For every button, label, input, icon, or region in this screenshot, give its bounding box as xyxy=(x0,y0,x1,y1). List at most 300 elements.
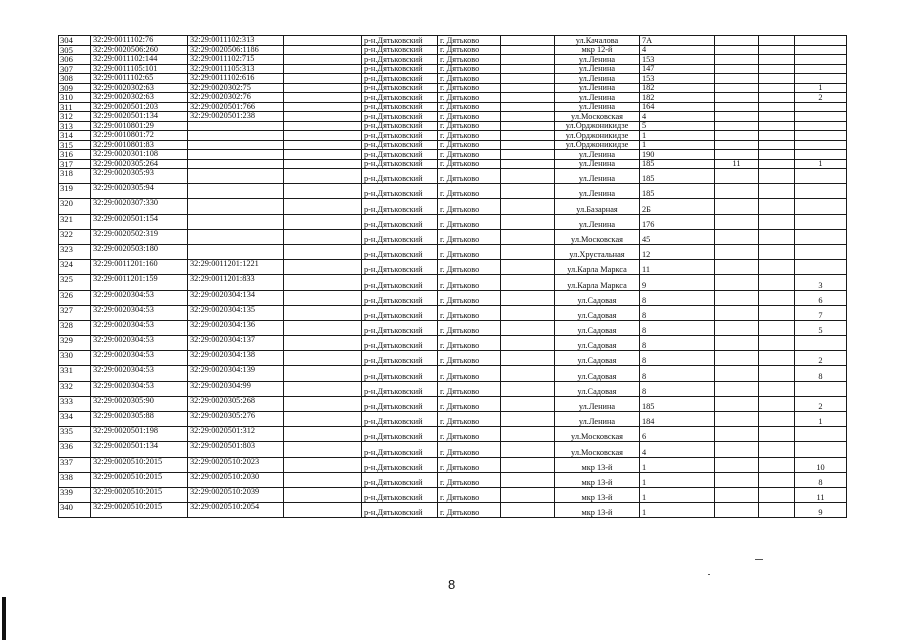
street-cell: ул.Ленина xyxy=(555,159,640,169)
house-number-cell: 153 xyxy=(640,74,715,84)
object-cadastral-number-cell: 32:29:0020302:76 xyxy=(188,93,284,103)
row-number-cell: 338 xyxy=(59,472,91,487)
object-cadastral-number-cell xyxy=(188,131,284,141)
object-cadastral-number-cell xyxy=(188,184,284,199)
building-cell xyxy=(715,442,759,457)
cadastral-number-cell: 32:29:0020304:53 xyxy=(91,351,188,366)
registry-body xyxy=(59,36,847,518)
apartment-cell: 5 xyxy=(795,320,847,335)
blank-column-cell xyxy=(284,199,362,214)
object-cadastral-number-cell xyxy=(188,121,284,131)
object-cadastral-number-cell: 32:29:0020510:2030 xyxy=(188,472,284,487)
blank-column-cell xyxy=(284,381,362,396)
blank-column-cell xyxy=(284,102,362,112)
street-cell: ул.Ленина xyxy=(555,412,640,427)
blank-column-cell xyxy=(284,487,362,502)
district-cell: р-н.Дятьковский xyxy=(362,381,438,396)
district-cell: р-н.Дятьковский xyxy=(362,396,438,411)
blank-column-cell xyxy=(284,140,362,150)
cadastral-number-cell: 32:29:0020302:63 xyxy=(91,83,188,93)
row-number-cell: 323 xyxy=(59,244,91,259)
block-cell xyxy=(759,427,795,442)
district-cell: р-н.Дятьковский xyxy=(362,55,438,65)
city-cell: г. Дятьково xyxy=(438,487,501,502)
district-cell: р-н.Дятьковский xyxy=(362,64,438,74)
building-cell xyxy=(715,64,759,74)
row-number-cell: 312 xyxy=(59,112,91,122)
building-cell xyxy=(715,275,759,290)
apartment-cell xyxy=(795,169,847,184)
district-cell: р-н.Дятьковский xyxy=(362,503,438,518)
settlement-cell xyxy=(501,102,555,112)
blank-column-cell xyxy=(284,74,362,84)
city-cell: г. Дятьково xyxy=(438,396,501,411)
table-row xyxy=(59,412,847,427)
apartment-cell xyxy=(795,336,847,351)
house-number-cell: 8 xyxy=(640,351,715,366)
object-cadastral-number-cell: 32:29:0020510:2023 xyxy=(188,457,284,472)
object-cadastral-number-cell: 32:29:0020506:1186 xyxy=(188,45,284,55)
street-cell: ул.Орджоникидзе xyxy=(555,131,640,141)
building-cell xyxy=(715,83,759,93)
blank-column-cell xyxy=(284,336,362,351)
blank-column-cell xyxy=(284,320,362,335)
block-cell xyxy=(759,396,795,411)
settlement-cell xyxy=(501,214,555,229)
object-cadastral-number-cell: 32:29:0020305:268 xyxy=(188,396,284,411)
blank-column-cell xyxy=(284,290,362,305)
cadastral-number-cell: 32:29:0020305:264 xyxy=(91,159,188,169)
city-cell: г. Дятьково xyxy=(438,121,501,131)
row-number-cell: 335 xyxy=(59,427,91,442)
district-cell: р-н.Дятьковский xyxy=(362,140,438,150)
row-number-cell: 332 xyxy=(59,381,91,396)
blank-column-cell xyxy=(284,457,362,472)
settlement-cell xyxy=(501,381,555,396)
apartment-cell xyxy=(795,244,847,259)
house-number-cell: 185 xyxy=(640,396,715,411)
cadastral-number-cell: 32:29:0011201:160 xyxy=(91,260,188,275)
building-cell xyxy=(715,457,759,472)
apartment-cell xyxy=(795,442,847,457)
street-cell: мкр 12-й xyxy=(555,45,640,55)
object-cadastral-number-cell: 32:29:0020304:139 xyxy=(188,366,284,381)
settlement-cell xyxy=(501,412,555,427)
building-cell xyxy=(715,290,759,305)
blank-column-cell xyxy=(284,229,362,244)
street-cell: ул.Ленина xyxy=(555,214,640,229)
district-cell: р-н.Дятьковский xyxy=(362,121,438,131)
row-number-cell: 339 xyxy=(59,487,91,502)
city-cell: г. Дятьково xyxy=(438,214,501,229)
city-cell: г. Дятьково xyxy=(438,336,501,351)
settlement-cell xyxy=(501,184,555,199)
object-cadastral-number-cell: 32:29:0020501:238 xyxy=(188,112,284,122)
cadastral-number-cell: 32:29:0020304:53 xyxy=(91,336,188,351)
apartment-cell: 9 xyxy=(795,503,847,518)
house-number-cell: 1 xyxy=(640,131,715,141)
row-number-cell: 315 xyxy=(59,140,91,150)
settlement-cell xyxy=(501,169,555,184)
street-cell: ул.Карла Маркса xyxy=(555,260,640,275)
block-cell xyxy=(759,150,795,160)
district-cell: р-н.Дятьковский xyxy=(362,244,438,259)
district-cell: р-н.Дятьковский xyxy=(362,169,438,184)
cadastral-number-cell: 32:29:0020304:53 xyxy=(91,305,188,320)
table-row xyxy=(59,381,847,396)
building-cell xyxy=(715,74,759,84)
block-cell xyxy=(759,131,795,141)
district-cell: р-н.Дятьковский xyxy=(362,336,438,351)
building-cell xyxy=(715,199,759,214)
street-cell: ул.Садовая xyxy=(555,351,640,366)
district-cell: р-н.Дятьковский xyxy=(362,457,438,472)
cadastral-number-cell: 32:29:0020307:330 xyxy=(91,199,188,214)
apartment-cell: 7 xyxy=(795,305,847,320)
house-number-cell: 8 xyxy=(640,336,715,351)
table-row xyxy=(59,140,847,150)
building-cell xyxy=(715,169,759,184)
object-cadastral-number-cell: 32:29:0011105:313 xyxy=(188,64,284,74)
table-row xyxy=(59,275,847,290)
district-cell: р-н.Дятьковский xyxy=(362,184,438,199)
blank-column-cell xyxy=(284,214,362,229)
object-cadastral-number-cell: 32:29:0020305:276 xyxy=(188,412,284,427)
table-row xyxy=(59,366,847,381)
block-cell xyxy=(759,159,795,169)
street-cell: мкр 13-й xyxy=(555,472,640,487)
city-cell: г. Дятьково xyxy=(438,169,501,184)
building-cell xyxy=(715,320,759,335)
table-row xyxy=(59,121,847,131)
object-cadastral-number-cell: 32:29:0020501:803 xyxy=(188,442,284,457)
cadastral-number-cell: 32:29:0020510:2015 xyxy=(91,472,188,487)
cadastral-number-cell: 32:29:0011201:159 xyxy=(91,275,188,290)
row-number-cell: 340 xyxy=(59,503,91,518)
blank-column-cell xyxy=(284,244,362,259)
street-cell: ул.Орджоникидзе xyxy=(555,121,640,131)
block-cell xyxy=(759,184,795,199)
apartment-cell: 8 xyxy=(795,366,847,381)
city-cell: г. Дятьково xyxy=(438,381,501,396)
building-cell xyxy=(715,150,759,160)
building-cell xyxy=(715,412,759,427)
city-cell: г. Дятьково xyxy=(438,150,501,160)
row-number-cell: 311 xyxy=(59,102,91,112)
apartment-cell xyxy=(795,45,847,55)
house-number-cell: 185 xyxy=(640,169,715,184)
table-row xyxy=(59,427,847,442)
street-cell: ул.Хрустальная xyxy=(555,244,640,259)
row-number-cell: 308 xyxy=(59,74,91,84)
house-number-cell: 8 xyxy=(640,381,715,396)
block-cell xyxy=(759,442,795,457)
street-cell: ул.Садовая xyxy=(555,336,640,351)
row-number-cell: 331 xyxy=(59,366,91,381)
object-cadastral-number-cell: 32:29:0020304:138 xyxy=(188,351,284,366)
object-cadastral-number-cell: 32:29:0020304:134 xyxy=(188,290,284,305)
city-cell: г. Дятьково xyxy=(438,131,501,141)
house-number-cell: 6 xyxy=(640,427,715,442)
building-cell xyxy=(715,140,759,150)
district-cell: р-н.Дятьковский xyxy=(362,131,438,141)
building-cell xyxy=(715,503,759,518)
district-cell: р-н.Дятьковский xyxy=(362,150,438,160)
apartment-cell xyxy=(795,199,847,214)
block-cell xyxy=(759,121,795,131)
district-cell: р-н.Дятьковский xyxy=(362,366,438,381)
house-number-cell: 7А xyxy=(640,36,715,46)
settlement-cell xyxy=(501,112,555,122)
cadastral-number-cell: 32:29:0020501:134 xyxy=(91,442,188,457)
row-number-cell: 325 xyxy=(59,275,91,290)
street-cell: ул.Садовая xyxy=(555,305,640,320)
building-cell xyxy=(715,229,759,244)
house-number-cell: 182 xyxy=(640,93,715,103)
house-number-cell: 184 xyxy=(640,412,715,427)
building-cell xyxy=(715,121,759,131)
cadastral-number-cell: 32:29:0020503:180 xyxy=(91,244,188,259)
row-number-cell: 306 xyxy=(59,55,91,65)
object-cadastral-number-cell xyxy=(188,214,284,229)
building-cell xyxy=(715,112,759,122)
street-cell: ул.Качалова xyxy=(555,36,640,46)
building-cell xyxy=(715,305,759,320)
blank-column-cell xyxy=(284,366,362,381)
block-cell xyxy=(759,366,795,381)
table-row xyxy=(59,184,847,199)
object-cadastral-number-cell: 32:29:0020501:766 xyxy=(188,102,284,112)
building-cell xyxy=(715,244,759,259)
block-cell xyxy=(759,229,795,244)
object-cadastral-number-cell: 32:29:0011201:833 xyxy=(188,275,284,290)
house-number-cell: 12 xyxy=(640,244,715,259)
scan-edge-mark xyxy=(2,597,6,640)
row-number-cell: 310 xyxy=(59,93,91,103)
apartment-cell xyxy=(795,150,847,160)
block-cell xyxy=(759,55,795,65)
block-cell xyxy=(759,45,795,55)
city-cell: г. Дятьково xyxy=(438,112,501,122)
row-number-cell: 317 xyxy=(59,159,91,169)
house-number-cell: 45 xyxy=(640,229,715,244)
blank-column-cell xyxy=(284,503,362,518)
city-cell: г. Дятьково xyxy=(438,83,501,93)
city-cell: г. Дятьково xyxy=(438,412,501,427)
block-cell xyxy=(759,244,795,259)
house-number-cell: 1 xyxy=(640,503,715,518)
city-cell: г. Дятьково xyxy=(438,229,501,244)
object-cadastral-number-cell: 32:29:0020501:312 xyxy=(188,427,284,442)
street-cell: ул.Ленина xyxy=(555,150,640,160)
building-cell xyxy=(715,427,759,442)
block-cell xyxy=(759,36,795,46)
apartment-cell: 10 xyxy=(795,457,847,472)
block-cell xyxy=(759,412,795,427)
apartment-cell xyxy=(795,74,847,84)
street-cell: ул.Ленина xyxy=(555,169,640,184)
house-number-cell: 4 xyxy=(640,442,715,457)
building-cell: 11 xyxy=(715,159,759,169)
block-cell xyxy=(759,457,795,472)
object-cadastral-number-cell xyxy=(188,159,284,169)
street-cell: мкр 13-й xyxy=(555,487,640,502)
block-cell xyxy=(759,381,795,396)
apartment-cell xyxy=(795,184,847,199)
settlement-cell xyxy=(501,275,555,290)
building-cell xyxy=(715,472,759,487)
object-cadastral-number-cell: 32:29:0020304:99 xyxy=(188,381,284,396)
settlement-cell xyxy=(501,140,555,150)
apartment-cell xyxy=(795,64,847,74)
object-cadastral-number-cell xyxy=(188,150,284,160)
blank-column-cell xyxy=(284,260,362,275)
block-cell xyxy=(759,64,795,74)
apartment-cell xyxy=(795,140,847,150)
city-cell: г. Дятьково xyxy=(438,351,501,366)
blank-column-cell xyxy=(284,305,362,320)
street-cell: ул.Ленина xyxy=(555,55,640,65)
block-cell xyxy=(759,275,795,290)
row-number-cell: 304 xyxy=(59,36,91,46)
street-cell: ул.Садовая xyxy=(555,290,640,305)
settlement-cell xyxy=(501,121,555,131)
city-cell: г. Дятьково xyxy=(438,199,501,214)
city-cell: г. Дятьково xyxy=(438,260,501,275)
row-number-cell: 334 xyxy=(59,412,91,427)
city-cell: г. Дятьково xyxy=(438,74,501,84)
table-row xyxy=(59,229,847,244)
blank-column-cell xyxy=(284,442,362,457)
building-cell xyxy=(715,336,759,351)
settlement-cell xyxy=(501,74,555,84)
street-cell: мкр 13-й xyxy=(555,503,640,518)
cadastral-number-cell: 32:29:0020501:198 xyxy=(91,427,188,442)
settlement-cell xyxy=(501,351,555,366)
settlement-cell xyxy=(501,45,555,55)
settlement-cell xyxy=(501,503,555,518)
house-number-cell: 185 xyxy=(640,159,715,169)
table-row xyxy=(59,112,847,122)
table-row xyxy=(59,351,847,366)
table-row xyxy=(59,305,847,320)
settlement-cell xyxy=(501,55,555,65)
apartment-cell: 1 xyxy=(795,412,847,427)
object-cadastral-number-cell: 32:29:0020304:136 xyxy=(188,320,284,335)
blank-column-cell xyxy=(284,131,362,141)
table-row xyxy=(59,442,847,457)
cadastral-number-cell: 32:29:0020510:2015 xyxy=(91,487,188,502)
table-row xyxy=(59,36,847,46)
table-row xyxy=(59,336,847,351)
district-cell: р-н.Дятьковский xyxy=(362,159,438,169)
street-cell: ул.Московская xyxy=(555,229,640,244)
blank-column-cell xyxy=(284,184,362,199)
street-cell: ул.Московская xyxy=(555,427,640,442)
street-cell: ул.Базарная xyxy=(555,199,640,214)
street-cell: ул.Ленина xyxy=(555,184,640,199)
table-row xyxy=(59,102,847,112)
scan-speck xyxy=(708,574,710,575)
row-number-cell: 326 xyxy=(59,290,91,305)
row-number-cell: 333 xyxy=(59,396,91,411)
district-cell: р-н.Дятьковский xyxy=(362,83,438,93)
table-row xyxy=(59,260,847,275)
settlement-cell xyxy=(501,320,555,335)
settlement-cell xyxy=(501,150,555,160)
street-cell: ул.Московская xyxy=(555,112,640,122)
table-row xyxy=(59,159,847,169)
building-cell xyxy=(715,487,759,502)
table-row xyxy=(59,487,847,502)
district-cell: р-н.Дятьковский xyxy=(362,442,438,457)
cadastral-number-cell: 32:29:0020502:319 xyxy=(91,229,188,244)
street-cell: ул.Садовая xyxy=(555,320,640,335)
row-number-cell: 318 xyxy=(59,169,91,184)
blank-column-cell xyxy=(284,351,362,366)
cadastral-number-cell: 32:29:0020510:2015 xyxy=(91,457,188,472)
table-row xyxy=(59,503,847,518)
blank-column-cell xyxy=(284,427,362,442)
block-cell xyxy=(759,290,795,305)
house-number-cell: 185 xyxy=(640,184,715,199)
district-cell: р-н.Дятьковский xyxy=(362,214,438,229)
row-number-cell: 328 xyxy=(59,320,91,335)
district-cell: р-н.Дятьковский xyxy=(362,74,438,84)
object-cadastral-number-cell: 32:29:0020510:2054 xyxy=(188,503,284,518)
building-cell xyxy=(715,396,759,411)
city-cell: г. Дятьково xyxy=(438,472,501,487)
apartment-cell xyxy=(795,229,847,244)
street-cell: ул.Ленина xyxy=(555,396,640,411)
cadastral-number-cell: 32:29:0010801:72 xyxy=(91,131,188,141)
table-row xyxy=(59,290,847,305)
city-cell: г. Дятьково xyxy=(438,159,501,169)
property-registry-table xyxy=(58,35,847,518)
row-number-cell: 330 xyxy=(59,351,91,366)
building-cell xyxy=(715,214,759,229)
district-cell: р-н.Дятьковский xyxy=(362,45,438,55)
district-cell: р-н.Дятьковский xyxy=(362,229,438,244)
table-row xyxy=(59,93,847,103)
cadastral-number-cell: 32:29:0020510:2015 xyxy=(91,503,188,518)
blank-column-cell xyxy=(284,159,362,169)
block-cell xyxy=(759,472,795,487)
street-cell: ул.Ленина xyxy=(555,64,640,74)
row-number-cell: 337 xyxy=(59,457,91,472)
row-number-cell: 336 xyxy=(59,442,91,457)
cadastral-number-cell: 32:29:0020304:53 xyxy=(91,381,188,396)
house-number-cell: 5 xyxy=(640,121,715,131)
house-number-cell: 153 xyxy=(640,55,715,65)
settlement-cell xyxy=(501,229,555,244)
table-row xyxy=(59,45,847,55)
city-cell: г. Дятьково xyxy=(438,305,501,320)
row-number-cell: 309 xyxy=(59,83,91,93)
city-cell: г. Дятьково xyxy=(438,290,501,305)
settlement-cell xyxy=(501,305,555,320)
building-cell xyxy=(715,93,759,103)
district-cell: р-н.Дятьковский xyxy=(362,427,438,442)
apartment-cell: 3 xyxy=(795,275,847,290)
house-number-cell: 182 xyxy=(640,83,715,93)
apartment-cell xyxy=(795,121,847,131)
cadastral-number-cell: 32:29:0020304:53 xyxy=(91,366,188,381)
apartment-cell: 8 xyxy=(795,472,847,487)
table-row xyxy=(59,214,847,229)
settlement-cell xyxy=(501,396,555,411)
settlement-cell xyxy=(501,260,555,275)
